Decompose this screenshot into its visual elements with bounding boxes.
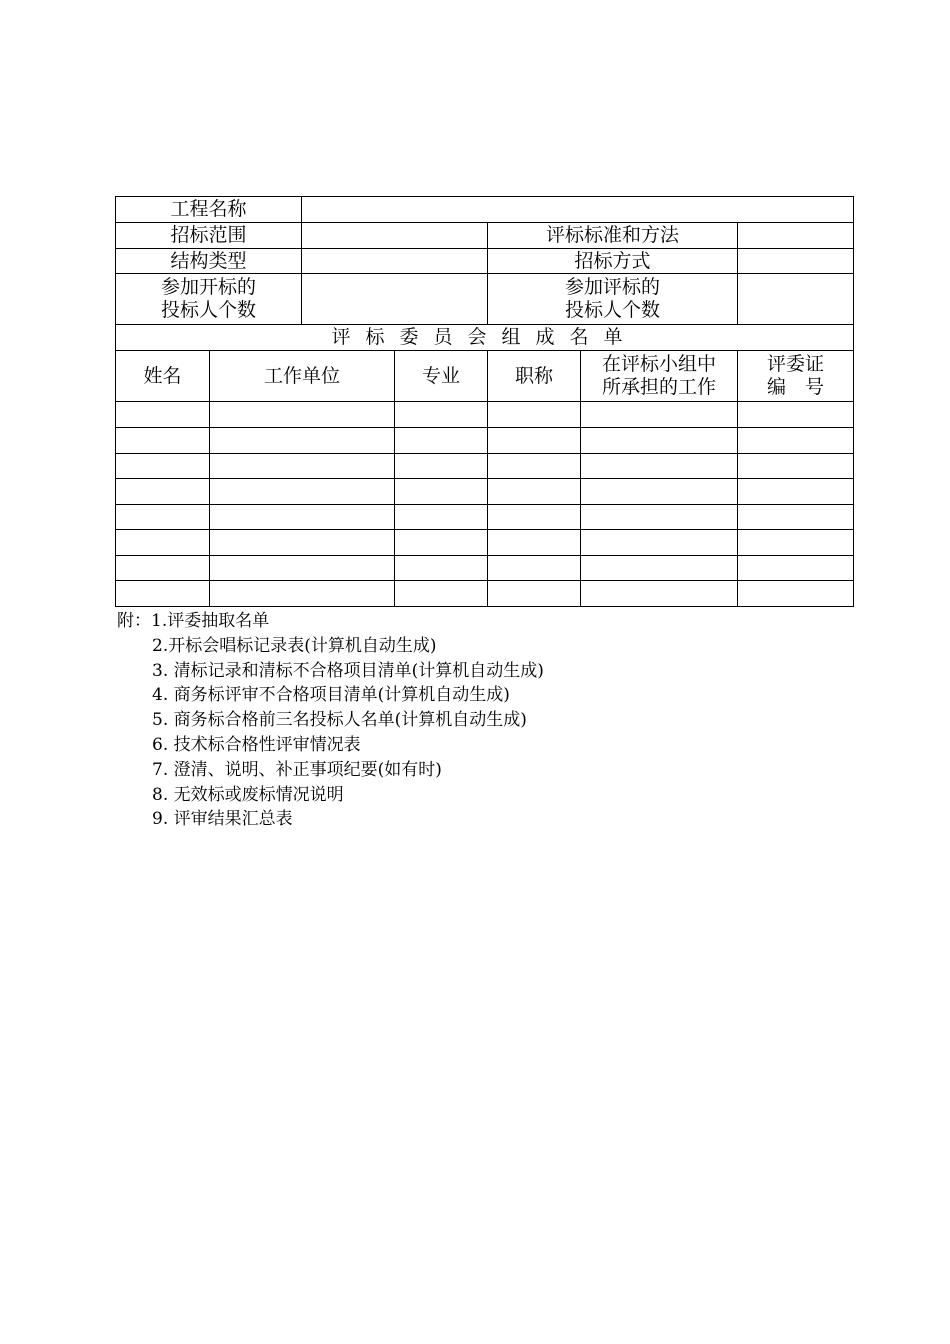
- member-row: [116, 581, 854, 607]
- member-name-cell[interactable]: [116, 402, 210, 428]
- member-name-cell[interactable]: [116, 454, 210, 479]
- appendix-item: 9. 评审结果汇总表: [152, 809, 293, 830]
- header-role: [581, 351, 738, 402]
- scope-field[interactable]: [302, 223, 488, 249]
- member-cert-cell[interactable]: [738, 428, 854, 454]
- tender-way-field[interactable]: [738, 249, 854, 274]
- appendix-item: 7. 澄清、说明、补正事项纪要(如有时): [152, 759, 442, 780]
- member-cert-cell[interactable]: [738, 556, 854, 581]
- member-title-cell[interactable]: [488, 402, 581, 428]
- member-row: [116, 402, 854, 428]
- member-unit-cell[interactable]: [210, 556, 395, 581]
- committee-title: 评标委员会组成名单: [116, 325, 854, 351]
- member-row: [116, 479, 854, 505]
- eval-method-label: 评标标准和方法: [488, 223, 738, 249]
- member-cert-cell[interactable]: [738, 530, 854, 556]
- member-unit-cell[interactable]: [210, 479, 395, 505]
- member-role-cell[interactable]: [581, 581, 738, 607]
- open-bidders-label-line1: 参加开标的: [161, 276, 257, 298]
- member-unit-cell[interactable]: [210, 505, 395, 530]
- appendix-lead: 附：: [117, 611, 151, 631]
- member-cert-cell[interactable]: [738, 581, 854, 607]
- member-unit-cell[interactable]: [210, 402, 395, 428]
- member-cert-cell[interactable]: [738, 505, 854, 530]
- member-title-cell[interactable]: [488, 428, 581, 454]
- member-major-cell[interactable]: [395, 505, 488, 530]
- appendix-item: 6. 技术标合格性评审情况表: [152, 734, 361, 755]
- evaluation-form-table: [115, 196, 854, 607]
- member-unit-cell[interactable]: [210, 454, 395, 479]
- member-major-cell[interactable]: [395, 479, 488, 505]
- header-major: 专业: [395, 351, 488, 402]
- member-title-cell[interactable]: [488, 454, 581, 479]
- eval-bidders-label-line1: 参加评标的: [565, 276, 661, 298]
- appendix-item: 1.评委抽取名单: [151, 611, 270, 631]
- structure-row: [116, 249, 854, 274]
- project-name-label: 工程名称: [116, 197, 302, 223]
- member-major-cell[interactable]: [395, 530, 488, 556]
- scope-row: [116, 223, 854, 249]
- header-work-unit: 工作单位: [210, 351, 395, 402]
- header-role-line2: 所承担的工作: [602, 376, 717, 398]
- member-name-cell[interactable]: [116, 428, 210, 454]
- header-title: 职称: [488, 351, 581, 402]
- member-cert-cell[interactable]: [738, 454, 854, 479]
- member-role-cell[interactable]: [581, 402, 738, 428]
- project-name-row: [116, 197, 854, 223]
- member-role-cell[interactable]: [581, 505, 738, 530]
- member-row: [116, 428, 854, 454]
- open-bidders-label: [116, 274, 302, 325]
- header-role-line1: 在评标小组中: [602, 353, 717, 375]
- member-row: [116, 530, 854, 556]
- structure-type-field[interactable]: [302, 249, 488, 274]
- project-name-field[interactable]: [302, 197, 854, 223]
- member-title-cell[interactable]: [488, 581, 581, 607]
- appendix-item: 5. 商务标合格前三名投标人名单(计算机自动生成): [152, 710, 527, 731]
- member-unit-cell[interactable]: [210, 581, 395, 607]
- open-bidders-field[interactable]: [302, 274, 488, 325]
- header-cert-number: [738, 351, 854, 402]
- member-major-cell[interactable]: [395, 556, 488, 581]
- member-major-cell[interactable]: [395, 428, 488, 454]
- member-unit-cell[interactable]: [210, 530, 395, 556]
- appendix-item: 2.开标会唱标记录表(计算机自动生成): [152, 635, 437, 656]
- header-name: 姓名: [116, 351, 210, 402]
- appendix-item: 4. 商务标评审不合格项目清单(计算机自动生成): [152, 685, 510, 706]
- member-role-cell[interactable]: [581, 530, 738, 556]
- member-cert-cell[interactable]: [738, 402, 854, 428]
- member-row: [116, 505, 854, 530]
- open-bidders-label-line2: 投标人个数: [161, 299, 257, 321]
- member-role-cell[interactable]: [581, 428, 738, 454]
- member-major-cell[interactable]: [395, 454, 488, 479]
- appendix-first-line: [117, 609, 544, 634]
- eval-bidders-label-line2: 投标人个数: [565, 299, 661, 321]
- bidder-count-row: [116, 274, 854, 325]
- member-title-cell[interactable]: [488, 479, 581, 505]
- member-cert-cell[interactable]: [738, 479, 854, 505]
- member-name-cell[interactable]: [116, 479, 210, 505]
- appendix-notes: [117, 609, 544, 832]
- member-role-cell[interactable]: [581, 479, 738, 505]
- member-unit-cell[interactable]: [210, 428, 395, 454]
- member-row: [116, 454, 854, 479]
- member-major-cell[interactable]: [395, 402, 488, 428]
- member-name-cell[interactable]: [116, 556, 210, 581]
- tender-way-label: 招标方式: [488, 249, 738, 274]
- appendix-item: 3. 清标记录和清标不合格项目清单(计算机自动生成): [152, 660, 544, 681]
- scope-label: 招标范围: [116, 223, 302, 249]
- eval-method-field[interactable]: [738, 223, 854, 249]
- eval-bidders-field[interactable]: [738, 274, 854, 325]
- member-name-cell[interactable]: [116, 505, 210, 530]
- appendix-item: 8. 无效标或废标情况说明: [152, 784, 344, 805]
- committee-title-row: [116, 325, 854, 351]
- member-title-cell[interactable]: [488, 505, 581, 530]
- member-role-cell[interactable]: [581, 454, 738, 479]
- structure-type-label: 结构类型: [116, 249, 302, 274]
- member-name-cell[interactable]: [116, 530, 210, 556]
- member-role-cell[interactable]: [581, 556, 738, 581]
- member-title-cell[interactable]: [488, 556, 581, 581]
- header-cert-line2: 编 号: [767, 376, 825, 398]
- member-title-cell[interactable]: [488, 530, 581, 556]
- member-row: [116, 556, 854, 581]
- member-major-cell[interactable]: [395, 581, 488, 607]
- eval-bidders-label: [488, 274, 738, 325]
- committee-header-row: [116, 351, 854, 402]
- header-cert-line1: 评委证: [767, 353, 825, 375]
- member-name-cell[interactable]: [116, 581, 210, 607]
